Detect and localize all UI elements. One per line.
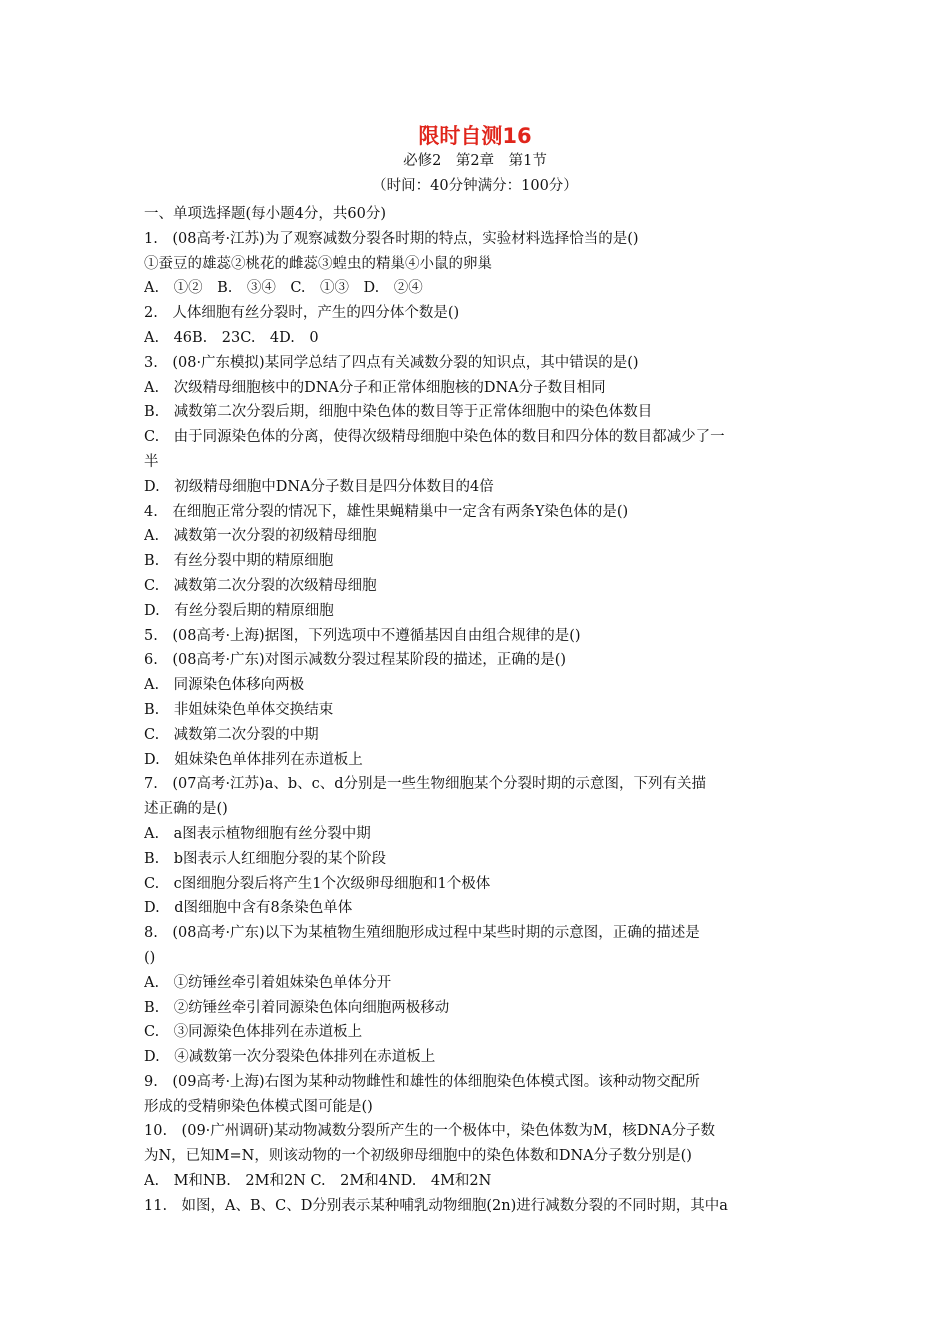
- text-line: ①蚕豆的雄蕊②桃花的雌蕊③蝗虫的精巢④小鼠的卵巢: [144, 255, 492, 272]
- text-line: 4. 在细胞正常分裂的情况下，雄性果蝇精巢中一定含有两条Y染色体的是(): [144, 503, 629, 520]
- text-line: 11. 如图，A、B、C、D分别表示某种哺乳动物细胞(2n)进行减数分裂的不同时期，其中a: [144, 1197, 728, 1214]
- text-line: A. 同源染色体移向两极: [144, 677, 305, 694]
- text-line: D. d图细胞中含有8条染色单体: [144, 900, 353, 917]
- page-title: 限时自测16: [418, 124, 532, 148]
- text-line: C. 由于同源染色体的分离，使得次级精母细胞中染色体的数目和四分体的数目都减少了一: [144, 429, 725, 446]
- chapter-info: 必修2 第2章 第1节: [403, 153, 547, 169]
- text-line: 10. (09·广州调研)某动物减数分裂所产生的一个极体中，染色体数为M，核DNA分子数: [144, 1123, 716, 1140]
- time-info: （时间：40分钟满分：100分）: [372, 178, 578, 194]
- text-line: 2. 人体细胞有丝分裂时，产生的四分体个数是(): [144, 305, 460, 322]
- text-line: D. 有丝分裂后期的精原细胞: [144, 602, 334, 619]
- text-line: (): [144, 949, 156, 966]
- text-line: C. c图细胞分裂后将产生1个次级卵母细胞和1个极体: [144, 875, 491, 892]
- text-line: A. ①② B. ③④ C. ①③ D. ②④: [144, 280, 423, 297]
- text-line: A. 46B. 23C. 4D. 0: [144, 329, 319, 346]
- text-line: 9. (09高考·上海)右图为某种动物雌性和雄性的体细胞染色体模式图。该种动物交配所: [144, 1073, 700, 1090]
- text-line: B. 减数第二次分裂后期，细胞中染色体的数目等于正常体细胞中的染色体数目: [144, 404, 653, 421]
- text-line: 为N，已知M=N，则该动物的一个初级卵母细胞中的染色体数和DNA分子数分别是(): [144, 1148, 692, 1165]
- text-line: A. 次级精母细胞核中的DNA分子和正常体细胞核的DNA分子数目相同: [144, 379, 606, 396]
- text-line: 6. (08高考·广东)对图示减数分裂过程某阶段的描述，正确的是(): [144, 652, 567, 669]
- text-line: A. a图表示植物细胞有丝分裂中期: [144, 825, 371, 842]
- text-line: D. 姐妹染色单体排列在赤道板上: [144, 751, 363, 768]
- text-line: B. 非姐妹染色单体交换结束: [144, 701, 334, 718]
- text-line: B. b图表示人红细胞分裂的某个阶段: [144, 850, 387, 867]
- text-line: 7. (07高考·江苏)a、b、c、d分别是一些生物细胞某个分裂时期的示意图，下列有关描: [144, 776, 707, 793]
- text-line: 形成的受精卵染色体模式图可能是(): [144, 1098, 373, 1115]
- text-line: D. 初级精母细胞中DNA分子数目是四分体数目的4倍: [144, 478, 494, 495]
- text-line: A. ①纺锤丝牵引着姐妹染色单体分开: [144, 974, 392, 991]
- text-line: 述正确的是(): [144, 801, 228, 818]
- text-line: 1. (08高考·江苏)为了观察减数分裂各时期的特点，实验材料选择恰当的是(): [144, 230, 639, 247]
- text-line: C. ③同源染色体排列在赤道板上: [144, 1024, 363, 1041]
- text-line: 3. (08·广东模拟)某同学总结了四点有关减数分裂的知识点，其中错误的是(): [144, 354, 639, 371]
- text-line: A. M和NB. 2M和2N C. 2M和4ND. 4M和2N: [144, 1173, 492, 1190]
- text-line: 5. (08高考·上海)据图，下列选项中不遵循基因自由组合规律的是(): [144, 627, 581, 644]
- text-line: D. ④减数第一次分裂染色体排列在赤道板上: [144, 1049, 436, 1066]
- text-line: B. ②纺锤丝牵引着同源染色体向细胞两极移动: [144, 999, 450, 1016]
- text-line: C. 减数第二次分裂的次级精母细胞: [144, 577, 377, 594]
- question-list: [144, 202, 814, 1219]
- text-line: 8. (08高考·广东)以下为某植物生殖细胞形成过程中某些时期的示意图，正确的描述是: [144, 925, 700, 942]
- text-line: A. 减数第一次分裂的初级精母细胞: [144, 528, 377, 545]
- text-line: B. 有丝分裂中期的精原细胞: [144, 553, 334, 570]
- text-line: C. 减数第二次分裂的中期: [144, 726, 319, 743]
- text-line: 半: [144, 453, 159, 470]
- text-line: 一、单项选择题(每小题4分，共60分): [144, 206, 386, 222]
